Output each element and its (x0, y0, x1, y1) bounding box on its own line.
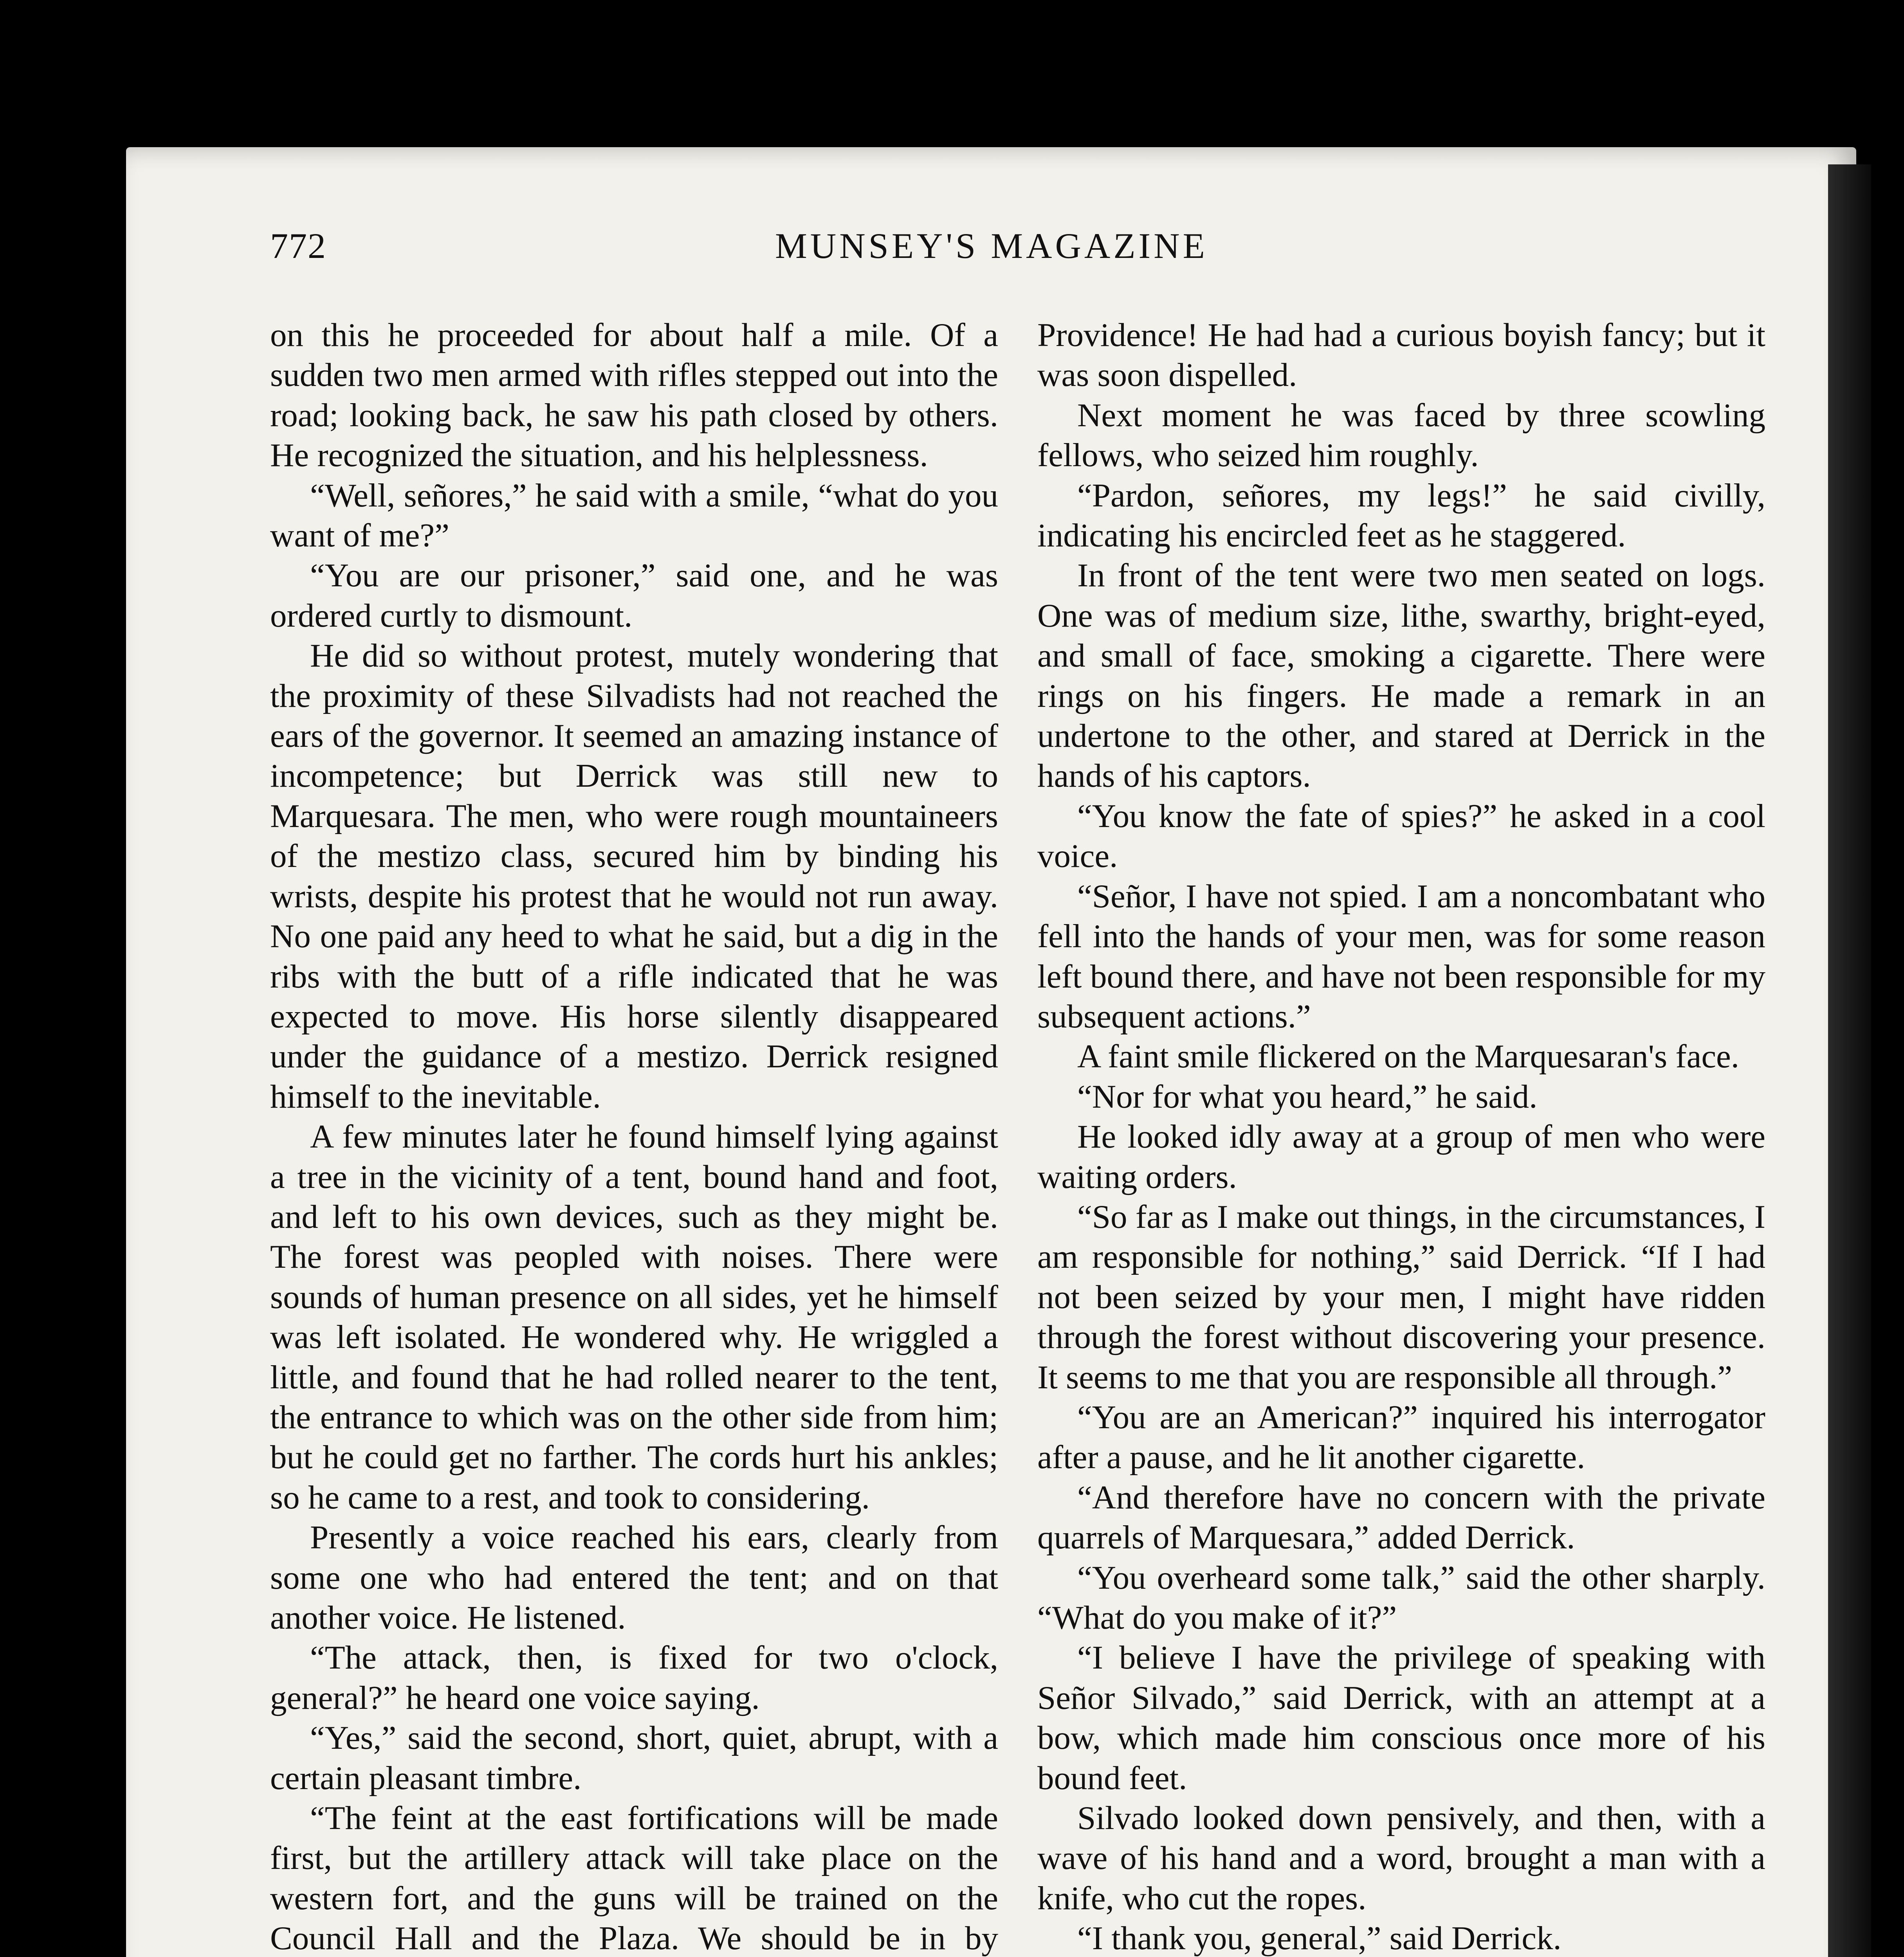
paragraph: He did so without protest, mutely wondering that the proximity of these Silvadists had not reached the ears of the governor. It seemed an amazing instance of incompetence; but Derrick was still new to Marquesara. The men, who were rough mountaineers of the mestizo class, secured him by binding his wrists, despite his protest that he would not run away. No one paid any heed to what he said, but a dig in the ribs with the butt of a rifle indicated that he was expected to move. His horse silently disappeared under the guidance of a mestizo. Derrick resigned himself to the inevitable. (270, 637, 998, 1115)
paragraph: “I believe I have the privilege of speaking with Señor Silvado,” said Derrick, with an attempt at a bow, which made him conscious once more of his bound feet. (1037, 1639, 1765, 1797)
paragraph: “The feint at the east fortifications will be made first, but the artillery attack will take place on the western fort, and the guns will be trained on the Council Hall and the Plaza. We should be in by (270, 1800, 998, 1957)
page-number: 772 (270, 226, 326, 266)
paragraph: In front of the tent were two men seated on logs. One was of medium size, lithe, swarthy, bright-eyed, and small of face, smoking a cigarette. There were rings on his fingers. He made a remark in an undertone to the other, and stared at Derrick in the hands of his captors. (1037, 557, 1765, 795)
paragraph: “So far as I make out things, in the circumstances, I am responsible for nothing,” said Derrick. “If I had not been seized by your men, I might have ridden through the forest without discovering your presence. It seems to me that you are responsible all through.” (1037, 1198, 1765, 1396)
paragraph: “You are our prisoner,” said one, and he was ordered curtly to dismount. (270, 557, 998, 634)
page-header (270, 225, 1758, 272)
paragraph: Silvado looked down pensively, and then, with a wave of his hand and a word, brought a man with a knife, who cut the ropes. (1037, 1800, 1765, 1917)
paragraph: “The attack, then, is fixed for two o'clock, general?” he heard one voice saying. (270, 1639, 998, 1716)
paragraph: “Well, señores,” he said with a smile, “what do you want of me?” (270, 477, 998, 554)
paragraph: He looked idly away at a group of men who were waiting orders. (1037, 1118, 1765, 1195)
paragraph: A few minutes later he found himself lying against a tree in the vicinity of a tent, bound hand and foot, and left to his own devices, such as they might be. The forest was peopled with noises. There were sounds of human presence on all sides, yet he himself was left isolated. He wondered why. He wriggled a little, and found that he had rolled nearer to the tent, the entrance to which was on the other side from him; but he could get no farther. The cords hurt his ankles; so he came to a rest, and took to considering. (270, 1118, 998, 1516)
paragraph: “Nor for what you heard,” he said. (1077, 1078, 1538, 1115)
paragraph: Next moment he was faced by three scowling fellows, who seized him roughly. (1037, 396, 1765, 474)
paragraph: “You overheard some talk,” said the other sharply. “What do you make of it?” (1037, 1559, 1765, 1636)
paragraph: on this he proceeded for about half a mile. Of a sudden two men armed with rifles stepped out into the road; looking back, he saw his path closed by others. He recognized the situation, and his helplessness. (270, 317, 998, 474)
running-head: MUNSEY'S MAGAZINE (775, 226, 1208, 266)
paragraph: “Pardon, señores, my legs!” he said civilly, indicating his encircled feet as he staggered. (1037, 477, 1765, 554)
facing-page-edge (1828, 164, 1871, 1957)
paragraph: “And therefore have no concern with the private quarrels of Marquesara,” added Derrick. (1037, 1479, 1765, 1556)
paragraph: A faint smile flickered on the Marquesaran's face. (1077, 1038, 1740, 1075)
paragraph: Providence! He had had a curious boyish fancy; but it was soon dispelled. (1037, 317, 1765, 394)
paragraph: “Yes,” said the second, short, quiet, abrupt, with a certain pleasant timbre. (270, 1719, 998, 1797)
right-column (1037, 315, 1765, 1957)
paragraph: “I thank you, general,” said Derrick. (1077, 1920, 1561, 1957)
left-column (270, 315, 998, 1957)
paragraph: Presently a voice reached his ears, clearly from some one who had entered the tent; and on that another voice. He listened. (270, 1519, 998, 1636)
paragraph: “You know the fate of spies?” he asked in a cool voice. (1037, 797, 1765, 875)
paragraph: “Señor, I have not spied. I am a noncombatant who fell into the hands of your men, was for some reason left bound there, and have not been responsible for my subsequent actions.” (1037, 878, 1765, 1035)
paragraph: “You are an American?” inquired his interrogator after a pause, and he lit another cigarette. (1037, 1398, 1765, 1476)
